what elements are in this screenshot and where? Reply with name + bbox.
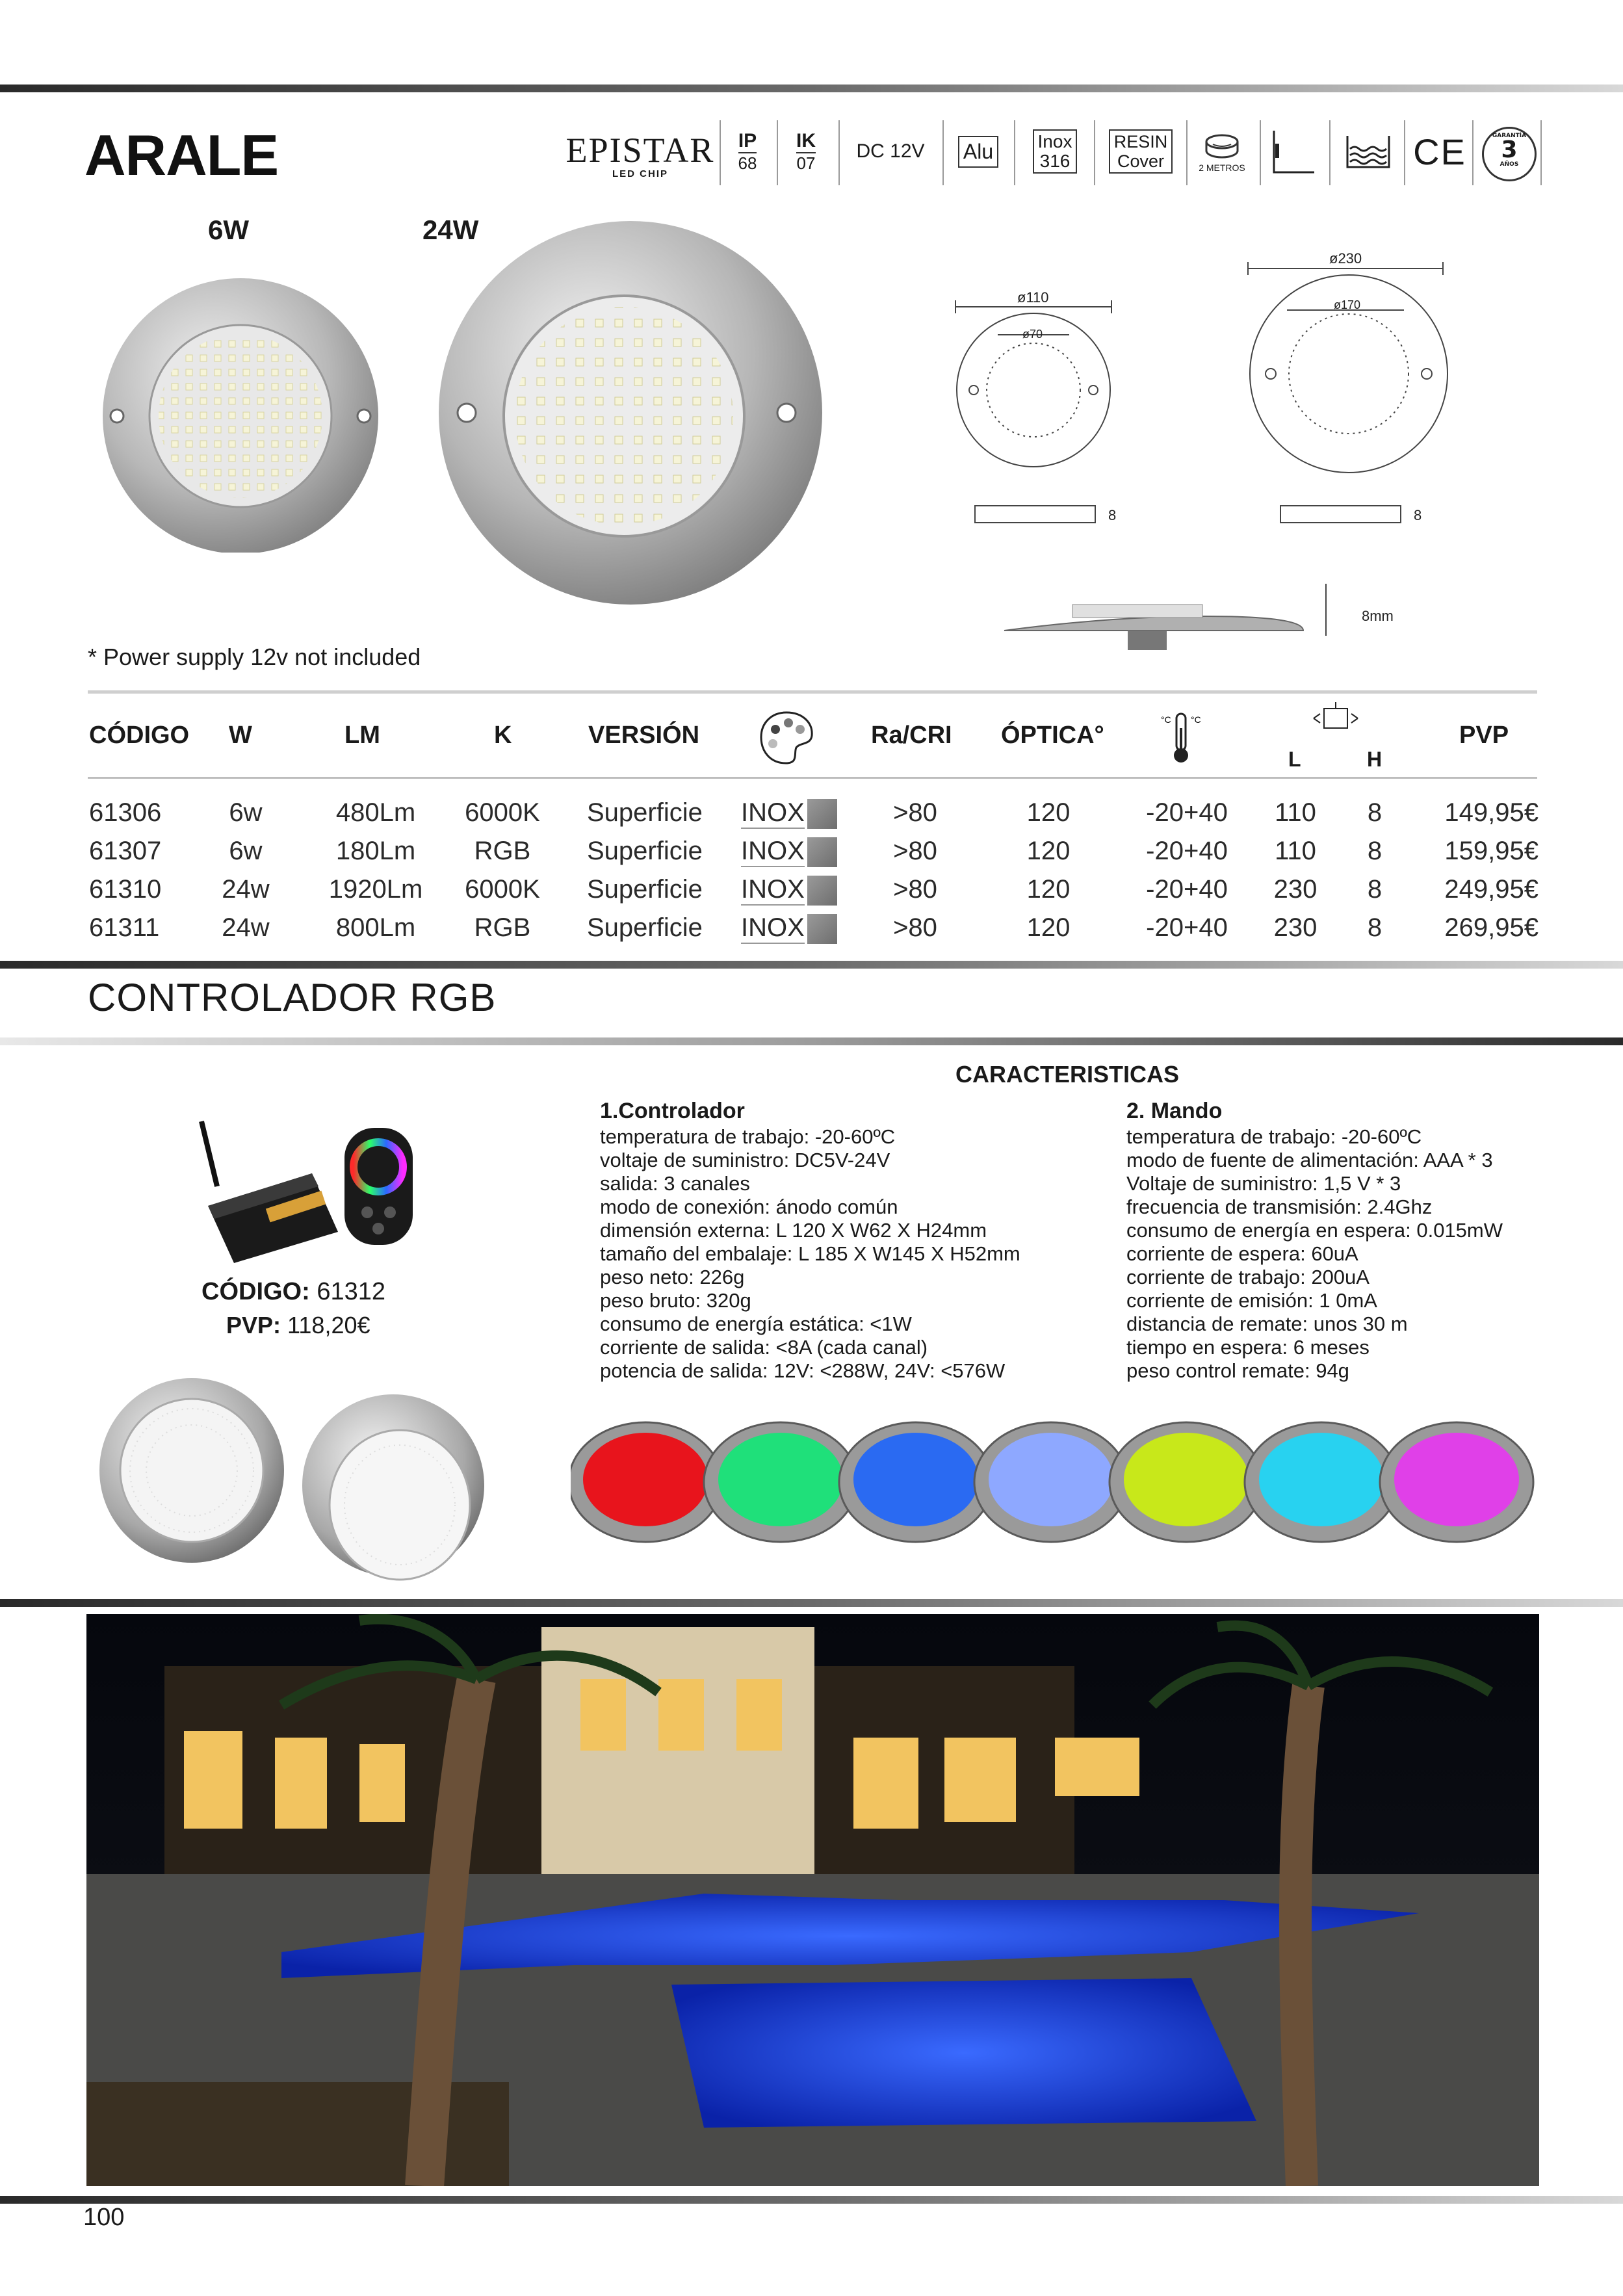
resin-value: Cover — [1117, 151, 1165, 171]
badge-separator — [720, 120, 721, 185]
spec-line: salida: 3 canales — [600, 1172, 750, 1195]
water-waves-icon — [1345, 132, 1392, 171]
lamp-photo-tilted — [296, 1388, 487, 1589]
cell-lm: 180Lm — [335, 837, 416, 865]
cell-pvp: 159,95€ — [1444, 837, 1539, 865]
dim-small-thickness: 8 — [1108, 507, 1117, 523]
col-codigo: CÓDIGO — [89, 722, 190, 749]
cable-length-label: 2 METROS — [1199, 163, 1245, 173]
inox-value: 316 — [1039, 151, 1071, 171]
label-24w: 24W — [422, 215, 479, 245]
cell-temp: -20+40 — [1146, 875, 1228, 904]
spec-line: tamaño del embalaje: L 185 X W145 X H52mm — [600, 1242, 1020, 1265]
inox-box — [1033, 129, 1078, 174]
photo-divider — [0, 1599, 1623, 1607]
cell-codigo: 61310 — [89, 875, 162, 904]
finish-swatch — [807, 914, 837, 944]
cell-h: 8 — [1367, 875, 1383, 904]
controller-price — [226, 1312, 370, 1339]
badge-separator — [1540, 120, 1542, 185]
lamp-photo-front — [96, 1375, 288, 1567]
cell-h: 8 — [1367, 837, 1383, 865]
cell-optica: 120 — [1026, 837, 1071, 865]
cell-temp: -20+40 — [1146, 913, 1228, 942]
product-photo-6w — [97, 267, 383, 553]
pvp-value: 118,20€ — [287, 1312, 370, 1338]
spec-line: corriente de espera: 60uA — [1126, 1242, 1358, 1265]
product-title: ARALE — [84, 123, 279, 187]
cell-ra: >80 — [893, 913, 937, 942]
cell-lm: 480Lm — [335, 798, 416, 827]
finish-swatch — [807, 799, 837, 829]
ip-rating-badge — [725, 122, 770, 181]
pool-night-photo — [86, 1614, 1539, 2186]
cell-codigo: 61307 — [89, 837, 162, 865]
voltage-label: DC 12V — [856, 140, 925, 162]
cell-lm: 1920Lm — [328, 875, 423, 904]
product-photo-24w — [435, 218, 825, 608]
col-ra: Ra/CRI — [871, 722, 952, 749]
cell-ra: >80 — [893, 875, 937, 904]
col-l: L — [1288, 748, 1301, 771]
epistar-logo — [565, 132, 715, 179]
features-title: CARACTERISTICAS — [955, 1061, 1180, 1088]
spec-line: corriente de salida: <8A (cada canal) — [600, 1336, 928, 1359]
spec-line: consumo de energía estática: <1W — [600, 1312, 912, 1335]
badge-separator — [1014, 120, 1015, 185]
spec-line: temperatura de trabajo: -20-60ºC — [1126, 1125, 1422, 1148]
cell-h: 8 — [1367, 798, 1383, 827]
warranty-label: GARANTÍA — [1492, 133, 1527, 139]
remote-features-list — [1126, 1125, 1503, 1383]
spec-line: dimensión externa: L 120 X W62 X H24mm — [600, 1219, 987, 1242]
finish-swatch — [807, 876, 837, 906]
cable-length-badge — [1193, 122, 1251, 181]
power-supply-note: * Power supply 12v not included — [88, 644, 421, 670]
svg-text:°C: °C — [1161, 714, 1171, 725]
col-h: H — [1367, 748, 1383, 771]
rgb-lamp — [974, 1422, 1128, 1542]
badge-separator — [777, 120, 778, 185]
cell-l: 110 — [1275, 798, 1316, 827]
spec-line: voltaje de suministro: DC5V-24V — [600, 1149, 890, 1171]
resin-box — [1109, 129, 1173, 174]
finish-label: INOX — [741, 913, 805, 944]
cell-ra: >80 — [893, 798, 937, 827]
ce-mark: CE — [1413, 131, 1466, 172]
spec-line: tiempo en espera: 6 meses — [1126, 1336, 1370, 1359]
top-divider — [0, 85, 1623, 92]
spec-line: distancia de remate: unos 30 m — [1126, 1312, 1408, 1335]
spec-line: modo de fuente de alimentación: AAA * 3 — [1126, 1149, 1493, 1171]
cell-w: 24w — [222, 913, 270, 942]
cell-w: 6w — [229, 798, 263, 827]
cell-codigo: 61311 — [89, 913, 160, 942]
controller-features-list — [600, 1125, 1020, 1383]
ik-value: 07 — [796, 153, 816, 173]
cell-w: 6w — [229, 837, 263, 865]
spec-line: temperatura de trabajo: -20-60ºC — [600, 1125, 896, 1148]
remote-features-title: 2. Mando — [1126, 1099, 1223, 1123]
cell-w: 24w — [222, 875, 270, 904]
codigo-label: CÓDIGO: — [201, 1278, 310, 1305]
bottom-divider — [0, 2196, 1623, 2204]
cell-version: Superficie — [587, 913, 703, 942]
spec-line: peso control remate: 94g — [1126, 1359, 1349, 1382]
label-6w: 6W — [208, 215, 249, 245]
badge-separator — [1472, 120, 1474, 185]
brand-sub: LED CHIP — [612, 168, 668, 179]
col-version: VERSIÓN — [588, 722, 700, 749]
cell-optica: 120 — [1026, 913, 1071, 942]
rgb-color-lamps — [571, 1417, 1546, 1547]
cell-optica: 120 — [1026, 875, 1071, 904]
cell-ra: >80 — [893, 837, 937, 865]
cell-k: 6000K — [465, 875, 540, 904]
warranty-badge — [1482, 127, 1537, 181]
features-remote — [1126, 1099, 1503, 1383]
finish-swatch — [807, 837, 837, 867]
alu-badge — [955, 122, 1001, 181]
resin-label: RESIN — [1113, 132, 1168, 151]
spec-line: peso bruto: 320g — [600, 1289, 751, 1312]
spec-line: Voltaje de suministro: 1,5 V * 3 — [1126, 1172, 1401, 1195]
badge-separator — [1094, 120, 1095, 185]
cell-version: Superficie — [587, 798, 703, 827]
finish-label: INOX — [741, 875, 805, 906]
rgb-lamp — [1380, 1422, 1533, 1542]
cell-h: 8 — [1367, 913, 1383, 942]
surface-mount-icon — [1270, 128, 1317, 175]
color-palette-icon — [757, 709, 816, 767]
col-lm: LM — [344, 722, 380, 749]
cell-temp: -20+40 — [1146, 798, 1228, 827]
cell-codigo: 61306 — [89, 798, 162, 827]
cell-l: 230 — [1273, 913, 1318, 942]
voltage-badge — [845, 122, 936, 181]
thermometer-icon — [1157, 709, 1209, 767]
svg-text:°C: °C — [1191, 714, 1201, 725]
cell-l: 230 — [1273, 875, 1318, 904]
cell-version: Superficie — [587, 875, 703, 904]
codigo-value: 61312 — [317, 1278, 386, 1305]
brand-name: EPISTAR — [565, 131, 715, 170]
spec-line: consumo de energía en espera: 0.015mW — [1126, 1219, 1503, 1242]
cell-k: RGB — [474, 837, 531, 865]
rgb-lamp — [571, 1422, 722, 1542]
ip-label: IP — [738, 130, 757, 153]
spec-line: corriente de emisión: 1 0mA — [1126, 1289, 1377, 1312]
rgb-lamp — [704, 1422, 857, 1542]
badge-separator — [838, 120, 840, 185]
cell-color — [741, 837, 837, 867]
controller-photo — [188, 1108, 435, 1264]
controller-features-title: 1.Controlador — [600, 1099, 745, 1123]
cell-pvp: 149,95€ — [1444, 798, 1539, 827]
warranty-years: 3 — [1501, 137, 1518, 163]
cell-lm: 800Lm — [335, 913, 416, 942]
table-top-rule — [88, 690, 1537, 694]
water-badge — [1339, 122, 1397, 181]
rgb-lamp — [1110, 1422, 1263, 1542]
surface-mount-badge — [1267, 122, 1319, 181]
cell-k: RGB — [474, 913, 531, 942]
spec-line: corriente de trabajo: 200uA — [1126, 1266, 1370, 1288]
badge-separator — [1186, 120, 1188, 185]
table-header-rule — [88, 777, 1537, 779]
dim-small-outer: ø110 — [1017, 289, 1049, 306]
dim-large-thickness: 8 — [1414, 507, 1422, 523]
finish-label: INOX — [741, 837, 805, 867]
col-optica: ÓPTICA° — [1001, 722, 1104, 749]
inox-label: Inox — [1037, 131, 1072, 151]
section-title-controller: CONTROLADOR RGB — [88, 976, 497, 1019]
dim-large-outer: ø230 — [1329, 250, 1362, 267]
finish-label: INOX — [741, 798, 805, 829]
warranty-unit: AÑOS — [1500, 161, 1519, 168]
dim-small-inner: ø70 — [1022, 328, 1043, 341]
pvp-label: PVP: — [226, 1312, 281, 1338]
ik-rating-badge — [783, 122, 829, 181]
section-subdivider — [0, 1037, 1623, 1045]
cell-version: Superficie — [587, 837, 703, 865]
col-pvp: PVP — [1459, 722, 1509, 749]
ip-value: 68 — [738, 153, 757, 173]
cell-color — [741, 875, 837, 906]
page-number: 100 — [83, 2204, 125, 2231]
cell-l: 110 — [1275, 837, 1316, 865]
section-divider — [0, 961, 1623, 969]
ce-badge — [1410, 122, 1469, 181]
badge-separator — [1260, 120, 1261, 185]
badge-separator — [942, 120, 944, 185]
resin-badge — [1108, 122, 1173, 181]
ik-label: IK — [796, 130, 816, 153]
dim-large-inner: ø170 — [1334, 298, 1361, 311]
controller-code — [201, 1278, 385, 1306]
cell-k: 6000K — [465, 798, 540, 827]
rgb-lamp — [1245, 1422, 1398, 1542]
col-k: K — [494, 722, 512, 749]
badge-separator — [1329, 120, 1331, 185]
cell-pvp: 249,95€ — [1444, 875, 1539, 904]
dimension-drawings — [936, 247, 1586, 663]
cell-color — [741, 798, 837, 829]
spec-line: frecuencia de transmisión: 2.4Ghz — [1126, 1195, 1433, 1218]
inox-badge — [1032, 122, 1078, 181]
cable-reel-icon — [1204, 130, 1240, 163]
col-w: W — [229, 722, 252, 749]
cell-temp: -20+40 — [1146, 837, 1228, 865]
alu-label: Alu — [958, 136, 998, 168]
features-controller — [600, 1099, 1020, 1383]
badge-separator — [1404, 120, 1405, 185]
cell-color — [741, 913, 837, 944]
spec-line: modo de conexión: ánodo común — [600, 1195, 898, 1218]
spec-line: peso neto: 226g — [600, 1266, 745, 1288]
spec-line: potencia de salida: 12V: <288W, 24V: <576W — [600, 1359, 1006, 1382]
rgb-lamp — [839, 1422, 993, 1542]
dim-profile-height: 8mm — [1362, 608, 1394, 624]
cell-pvp: 269,95€ — [1444, 913, 1539, 942]
dimensions-icon — [1310, 701, 1362, 740]
cell-optica: 120 — [1026, 798, 1071, 827]
